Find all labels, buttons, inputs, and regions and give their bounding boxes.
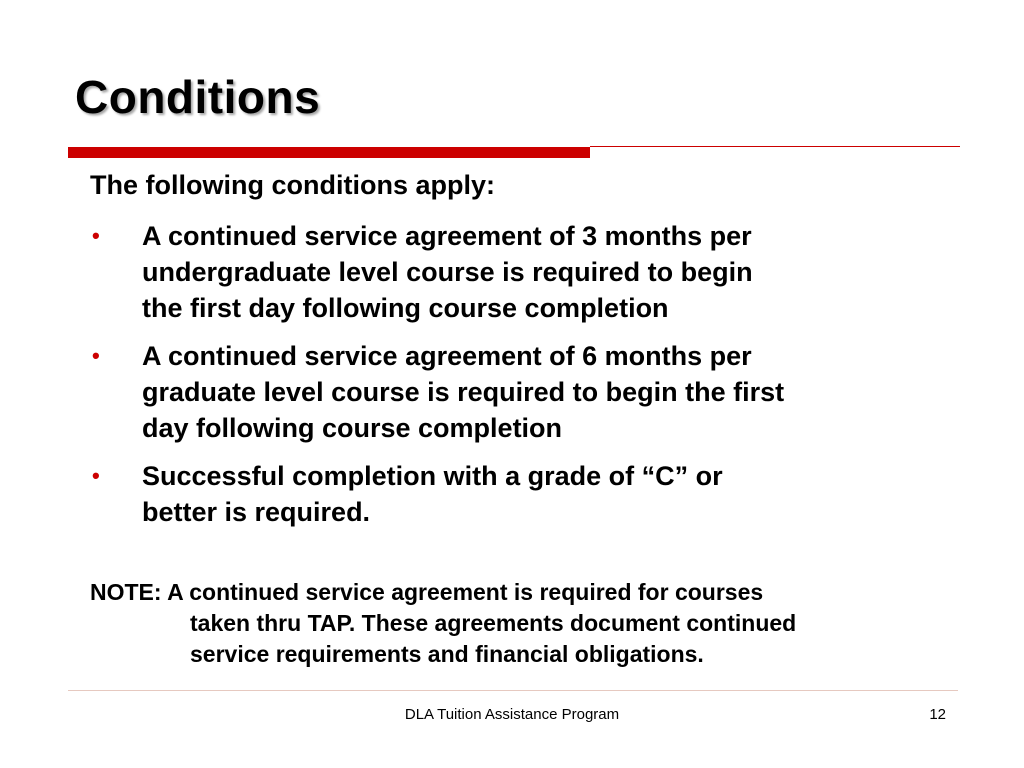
bullet-line: undergraduate level course is required to begin (142, 257, 753, 287)
note-block (90, 577, 970, 670)
list-item (90, 338, 990, 446)
note-line: service requirements and financial obligations. (190, 641, 704, 667)
bullet-line: better is required. (142, 497, 371, 527)
bullet-line: Successful completion with a grade of “C” or (142, 461, 723, 491)
conditions-list (90, 218, 970, 530)
note-line: taken thru TAP. These agreements document continued (190, 610, 797, 636)
bullet-line: the first day following course completion (142, 293, 669, 323)
list-item (90, 458, 970, 530)
bullet-icon: • (92, 463, 100, 488)
slide-title: Conditions (75, 71, 321, 123)
intro-text: The following conditions apply: (90, 170, 495, 200)
bullet-line: day following course completion (142, 413, 563, 443)
footer-text: DLA Tuition Assistance Program (404, 706, 620, 723)
list-item (90, 218, 970, 326)
bullet-icon: • (92, 343, 100, 368)
bullet-line: graduate level course is required to begin the first (142, 377, 785, 407)
page-number: 12 (929, 706, 946, 723)
bullet-icon: • (92, 223, 100, 248)
bullet-line: A continued service agreement of 3 months per (142, 221, 752, 251)
footer-divider (68, 690, 958, 691)
slide-body (90, 168, 970, 542)
note-line: NOTE: A continued service agreement is required for courses (90, 579, 764, 605)
bullet-line: A continued service agreement of 6 months per (142, 341, 752, 371)
title-underline-thick (68, 147, 590, 158)
title-underline-thin (590, 146, 960, 147)
